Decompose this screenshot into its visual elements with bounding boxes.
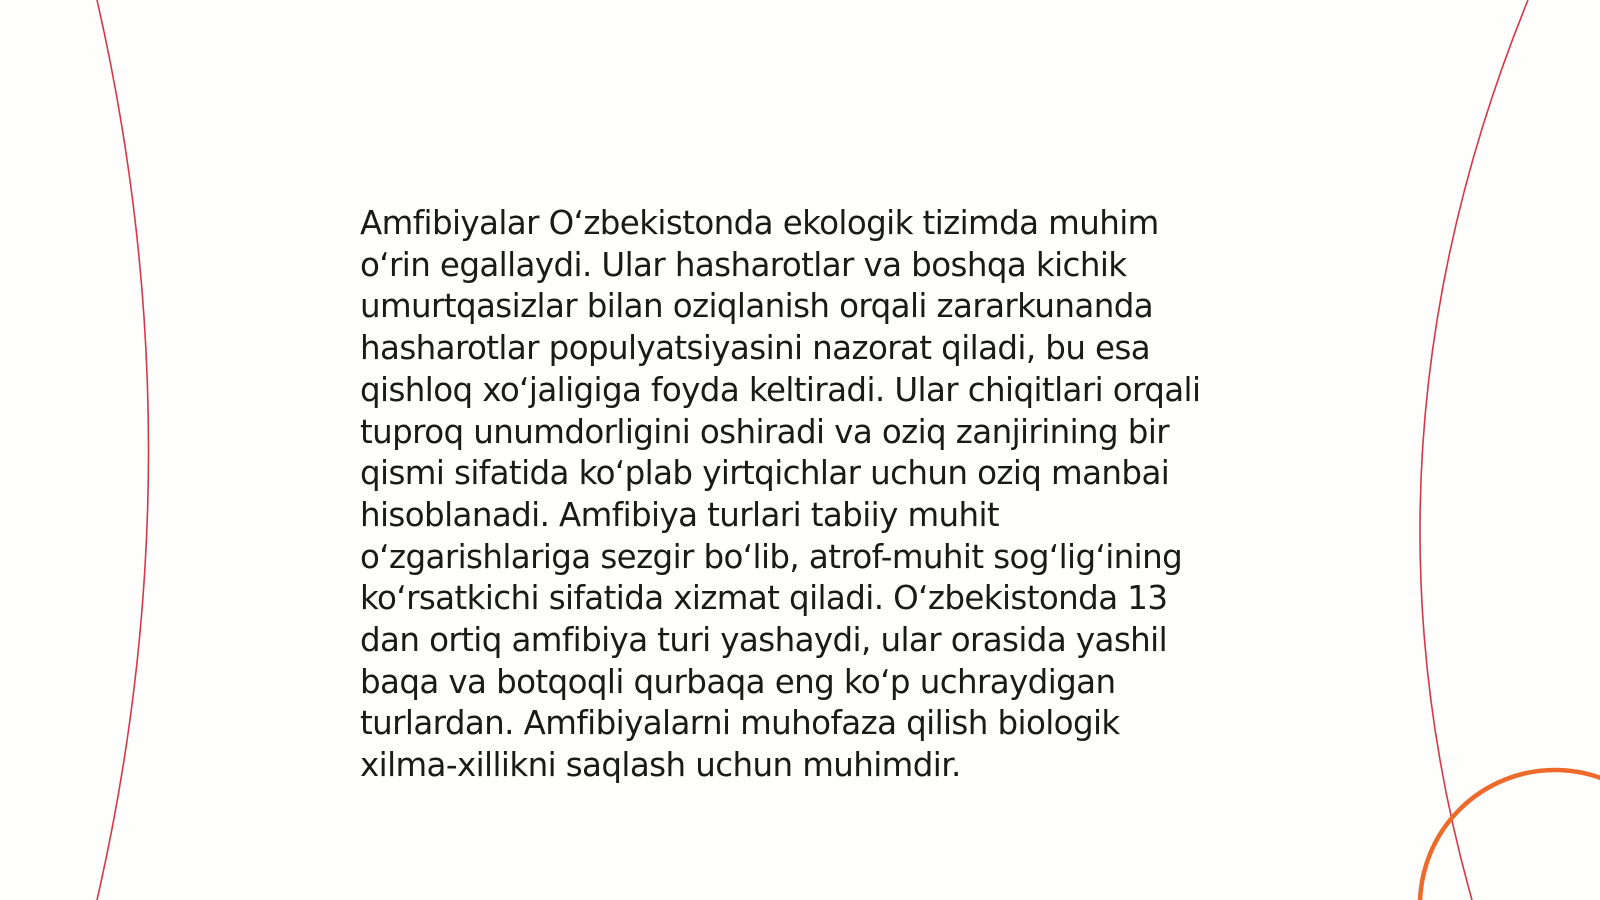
paragraph-line: Amfibiyalar O‘zbekistonda ekologik tizimda muhim [360,204,1159,242]
paragraph-line: baqa va botqoqli qurbaqa eng ko‘p uchraydigan [360,662,1116,701]
paragraph-line: xilma-xillikni saqlash uchun muhimdir. [360,746,961,785]
paragraph-line: ko‘rsatkichi sifatida xizmat qiladi. O‘zbekistonda 13 [360,579,1168,618]
paragraph-line: qismi sifatida ko‘plab yirtqichlar uchun oziq manbai [360,454,1170,493]
left-arc [97,0,149,900]
paragraph-line: o‘zgarishlariga sezgir bo‘lib, atrof-muhit sog‘lig‘ining [360,537,1183,576]
paragraph-line: tuproq unumdorligini oshiradi va oziq zanjirining bir [360,412,1170,451]
body-paragraph [360,203,1260,787]
orange-ring [1420,770,1600,900]
paragraph-line: hisoblanadi. Amfibiya turlari tabiiy muhit [360,495,1000,534]
paragraph-line: dan ortiq amfibiya turi yashaydi, ular orasida yashil [360,621,1168,660]
right-arc [1420,0,1528,900]
paragraph-line: turlardan. Amfibiyalarni muhofaza qilish biologik [360,704,1120,743]
paragraph-line: hasharotlar populyatsiyasini nazorat qiladi, bu esa [360,329,1151,368]
paragraph-line: o‘rin egallaydi. Ular hasharotlar va boshqa kichik [360,245,1127,284]
paragraph-line: umurtqasizlar bilan oziqlanish orqali zararkunanda [360,287,1154,326]
paragraph-line: qishloq xo‘jaligiga foyda keltiradi. Ular chiqitlari orqali [360,370,1201,409]
